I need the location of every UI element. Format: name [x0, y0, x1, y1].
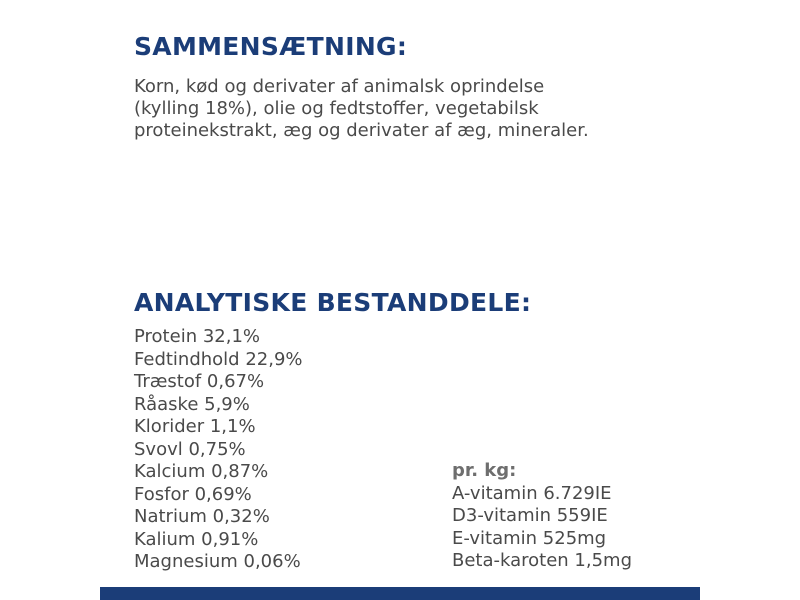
vitamin-item-e: E-vitamin 525mg	[452, 527, 607, 549]
analytical-item-calcium: Kalcium 0,87%	[134, 461, 269, 482]
vitamin-item-beta-carotene: Beta-karoten 1,5mg	[452, 550, 633, 571]
analytical-item-fat: Fedtindhold 22,9%	[134, 348, 303, 370]
composition-line: proteinekstrakt, æg og derivater af æg, mineraler.	[134, 120, 589, 141]
analytical-heading: ANALYTISKE BESTANDDELE:	[134, 288, 532, 317]
footer-bar	[100, 587, 700, 600]
analytical-item-sulfur: Svovl 0,75%	[134, 438, 246, 460]
analytical-item-magnesium: Magnesium 0,06%	[134, 551, 301, 572]
vitamin-item-a: A-vitamin 6.729IE	[452, 482, 612, 504]
per-kg-label: pr. kg:	[452, 460, 517, 481]
analytical-item-chlorides: Klorider 1,1%	[134, 416, 256, 437]
composition-heading: SAMMENSÆTNING:	[134, 32, 408, 61]
vitamin-list	[452, 460, 632, 573]
composition-line: (kylling 18%), olie og fedtstoffer, vegetabilsk	[134, 98, 539, 119]
vitamin-item-d3: D3-vitamin 559IE	[452, 505, 608, 526]
analytical-item-phosphorus: Fosfor 0,69%	[134, 483, 252, 505]
analytical-list	[134, 326, 303, 574]
composition-line: Korn, kød og derivater af animalsk oprindelse	[134, 76, 545, 97]
analytical-item-sodium: Natrium 0,32%	[134, 506, 270, 527]
composition-text	[134, 76, 694, 142]
analytical-item-ash: Råaske 5,9%	[134, 393, 250, 415]
analytical-item-fiber: Træstof 0,67%	[134, 371, 265, 392]
analytical-item-protein: Protein 32,1%	[134, 326, 260, 347]
analytical-item-potassium: Kalium 0,91%	[134, 528, 259, 550]
